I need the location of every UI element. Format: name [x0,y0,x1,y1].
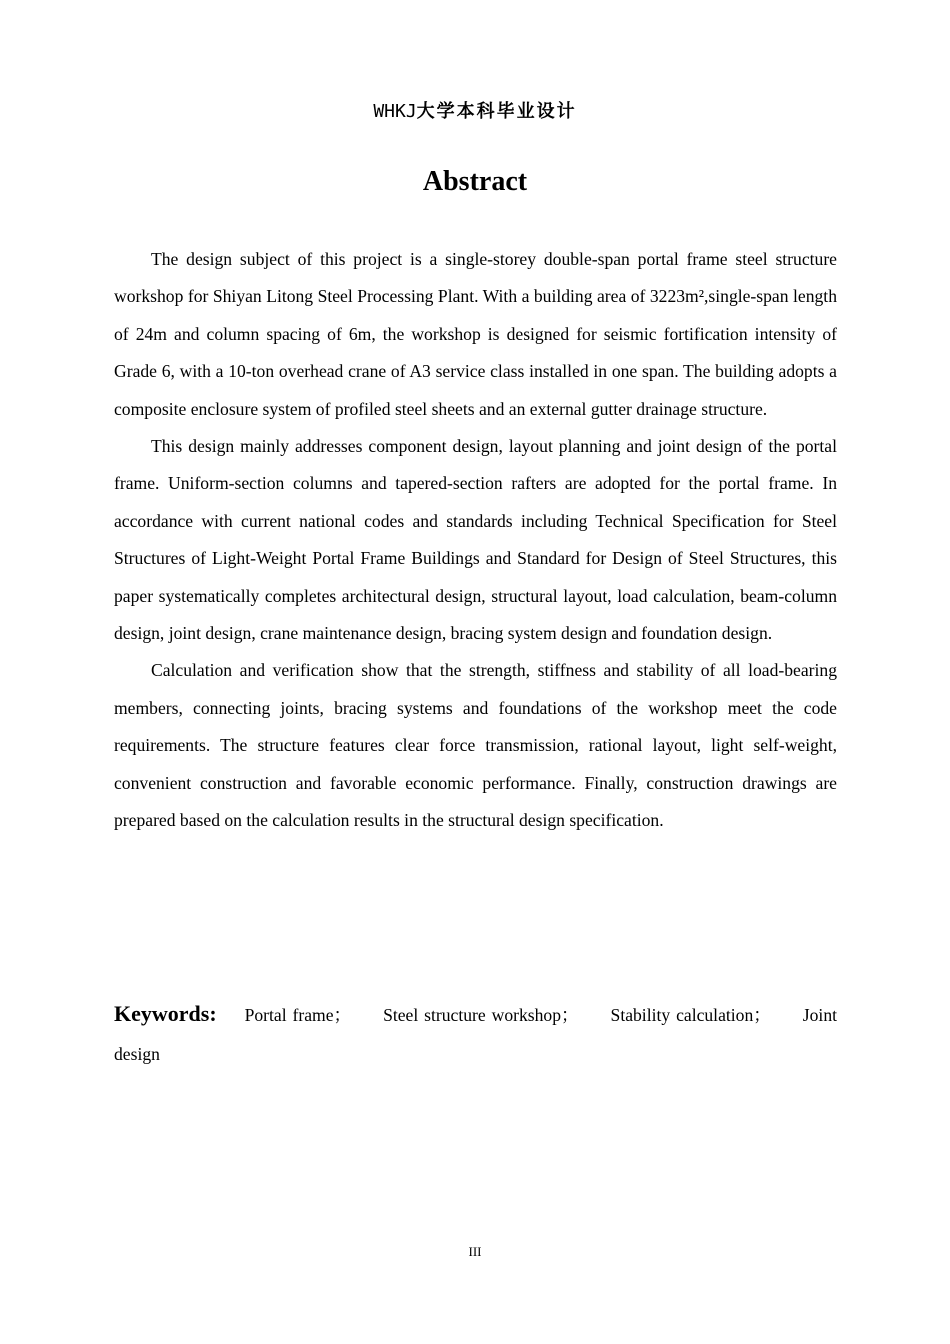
keyword-item: Stability calculation； [610,1005,771,1025]
keywords-line [114,994,837,1074]
abstract-title: Abstract [422,166,528,197]
page-number: III [468,1244,482,1259]
abstract-paragraph-3: Calculation and verification show that the strength, stiffness and stability of all load-bearing members, connecting joints, bracing systems and foundations of the workshop meet the code requirements. The structure features clear force transmission, rational layout, light self-weight, convenient construction and favorable economic performance. Finally, construction drawings are prepared based on the calculation results in the structural design specification. [114,660,837,831]
header-label: 大学本科毕业设计 [416,101,577,122]
keyword-item: Joint design [114,1005,837,1064]
running-header [0,97,950,123]
keywords-label: Keywords: [114,1001,217,1026]
abstract-paragraph-2: This design mainly addresses component design, layout planning and joint design of the portal frame. Uniform-section columns and tapered-section rafters are adopted for the portal frame. In accordance with current national codes and standards including Technical Specification for Steel Structures of Light-Weight Portal Frame Buildings and Standard for Design of Steel Structures, this paper systematically completes architectural design, structural layout, load calculation, beam-column design, joint design, crane maintenance design, bracing system design and foundation design. [114,436,837,644]
abstract-paragraph-1: The design subject of this project is a single-storey double-span portal frame steel structure workshop for Shiyan Litong Steel Processing Plant. With a building area of 3223m²,single-span length of 24m and column spacing of 6m, the workshop is designed for seismic fortification intensity of Grade 6, with a 10-ton overhead crane of A3 service class installed in one span. The building adopts a composite enclosure system of profiled steel sheets and an external gutter drainage structure. [114,249,837,419]
keyword-item: Portal frame； [244,1005,352,1025]
keyword-item: Steel structure workshop； [383,1005,579,1025]
header-institution: WHKJ [373,101,417,122]
abstract-body [114,241,837,840]
